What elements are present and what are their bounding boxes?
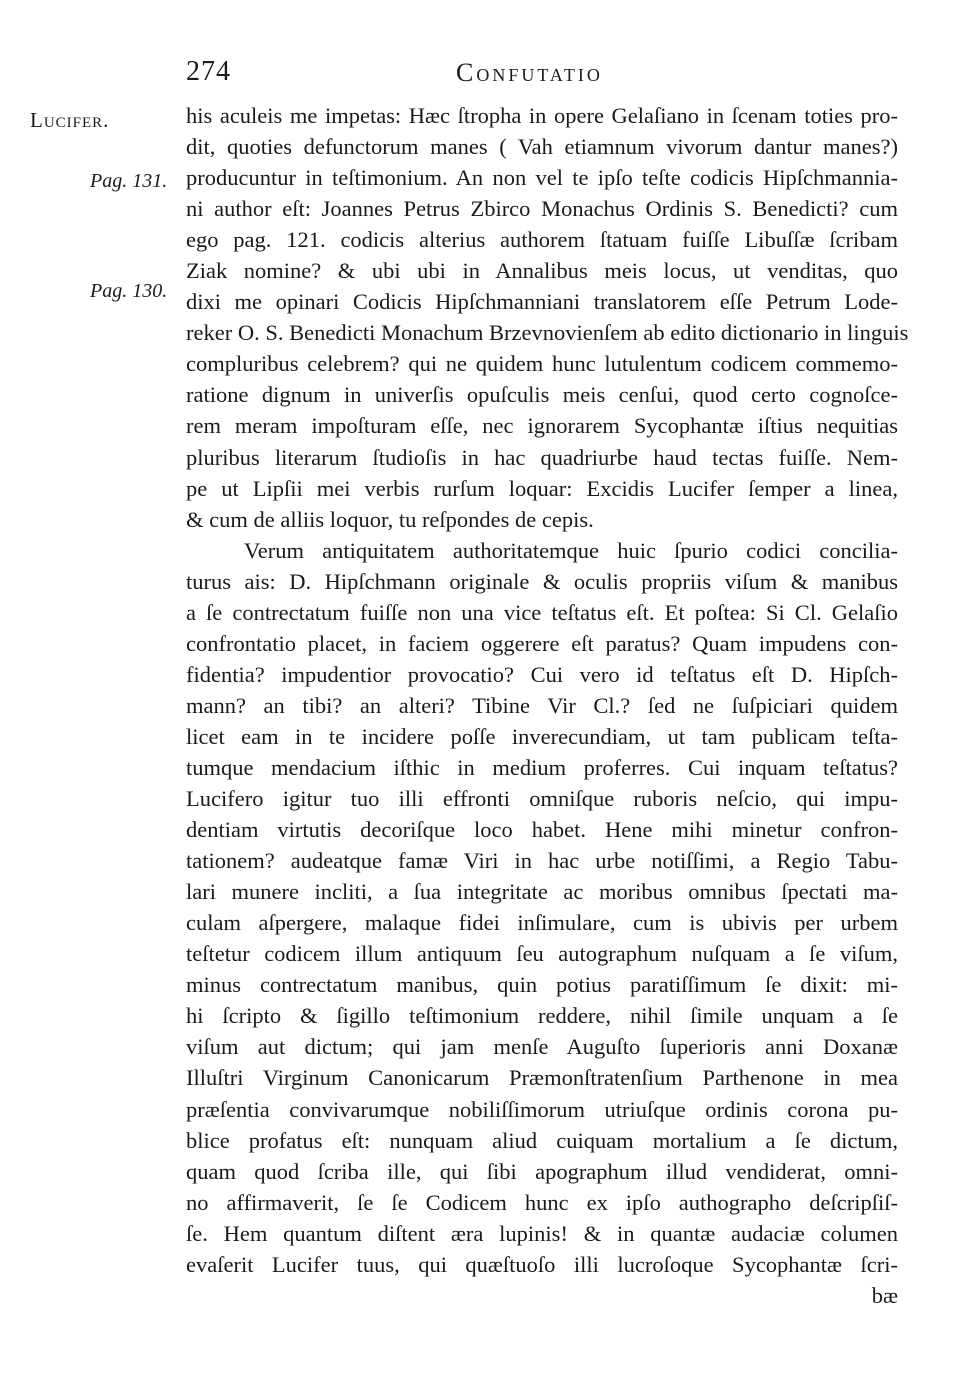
text-line: hi ſcripto & ſigillo teſtimonium reddere, nihil ſimile unquam a ſe [186,1003,898,1029]
text-line: ni author eſt: Joannes Petrus Zbirco Monachus Ordinis S. Benedicti? cum [186,196,898,222]
text-line: producuntur in teſtimonium. An non vel te ipſo teſte codicis Hipſchmannia- [186,165,898,191]
text-line: quam quod ſcriba ille, qui ſibi apographum illud vendiderat, omni- [186,1158,898,1184]
text-line: compluribus celebrem? qui ne quidem hunc lutulentum codicem commemo- [186,351,898,377]
text-line: dixi me opinari Codicis Hipſchmanniani translatorem eſſe Petrum Lode- [186,289,898,315]
text-line: reker O. S. Benedicti Monachum Brzevnovienſem ab edito dictionario in linguis [186,320,909,346]
text-line: dit, quoties defunctorum manes ( Vah etiamnum vivorum dantur manes?) [186,134,898,160]
page-number: 274 [186,56,231,87]
text-line: turus ais: D. Hipſchmann originale & oculis propriis viſum & manibus [186,568,898,594]
running-head: Confutatio [456,58,603,87]
text-line: mann? an tibi? an alteri? Tibine Vir Cl.? ſed ne ſuſpiciari quidem [186,692,898,718]
text-line: culam aſpergere, malaque fidei inſimulare, cum is ubivis per urbem [186,910,898,936]
paragraph-first-line: Verum antiquitatem authoritatemque huic ſpurio codici concilia- [244,537,898,563]
text-line: a ſe contrectatum fuiſſe non una vice teſtatus eſt. Et poſtea: Si Cl. Gelaſio [186,599,898,625]
margin-note-lucifer: Lucifer. [30,108,110,132]
text-line: pe ut Lipſii mei verbis rurſum loquar: Excidis Lucifer ſemper a linea, [186,475,898,501]
text-line: tumque mendacium iſthic in medium proferres. Cui inquam teſtatus? [186,754,898,780]
text-line: Lucifero igitur tuo illi effronti omniſque ruboris neſcio, qui impu- [186,786,898,812]
text-line: Illuſtri Virginum Canonicarum Præmonſtratenſium Parthenone in mea [186,1065,898,1091]
text-line: lari munere incliti, a ſua integritate ac moribus omnibus ſpectati ma- [186,879,898,905]
text-line: licet eam in te incidere poſſe inverecundiam, ut tam publicam teſta- [186,723,898,749]
text-line: his aculeis me impetas: Hæc ſtropha in opere Gelaſiano in ſcenam toties pro- [186,103,898,128]
text-line: no affirmaverit, ſe ſe Codicem hunc ex ipſo authographo deſcripſiſ- [186,1189,898,1215]
text-line: ſe. Hem quantum diſtent æra lupinis! & in quantæ audaciæ columen [186,1220,898,1246]
text-line: ego pag. 121. codicis alterius authorem ſtatuam fuiſſe Libuſſæ ſcribam [186,227,898,253]
page-header [186,56,898,92]
text-line: viſum aut dictum; qui jam menſe Auguſto ſuperioris anni Doxanæ [186,1034,898,1060]
margin-note-pag-130: Pag. 130. [90,280,168,302]
text-line: ratione dignum in univerſis opuſculis meis cenſui, quod certo cognoſce- [186,382,898,408]
text-line: dentiam virtutis decoriſque loco habet. Hene mihi minetur confron- [186,817,898,843]
text-line: pluribus literarum ſtudioſis in hac quadriurbe haud tectas fuiſſe. Nem- [186,444,898,470]
text-line: confrontatio placet, in faciem oggerere eſt paratus? Quam impudens con- [186,630,898,656]
text-line: rem meram impoſturam eſſe, nec ignorarem Sycophantæ iſtius nequitias [186,413,898,439]
text-line: teſtetur codicem illum antiquum ſeu autographum nuſquam a ſe viſum, [186,941,898,967]
text-line: præſentia convivarumque nobiliſſimorum utriuſque ordinis corona pu- [186,1096,898,1122]
text-line: minus contrectatum manibus, quin potius paratiſſimum ſe dixit: mi- [186,972,898,998]
text-line: fidentia? impudentior provocatio? Cui vero id teſtatus eſt D. Hipſch- [186,661,898,687]
body-text [186,100,909,1311]
text-line: tationem? audeatque famæ Viri in hac urbe notiſſimi, a Regio Tabu- [186,848,898,874]
margin-note-pag-131: Pag. 131. [90,170,168,192]
text-line: blice profatus eſt: nunquam aliud cuiquam mortalium a ſe dictum, [186,1127,898,1153]
text-line: Ziak nomine? & ubi ubi in Annalibus meis locus, ut venditas, quo [186,258,898,284]
text-line: evaſerit Lucifer tuus, qui quæſtuoſo illi lucroſoque Sycophantæ ſcri- [186,1251,898,1277]
text-line: & cum de alliis loquor, tu reſpondes de cepis. [186,506,594,532]
catchword: bæ [871,1282,898,1308]
